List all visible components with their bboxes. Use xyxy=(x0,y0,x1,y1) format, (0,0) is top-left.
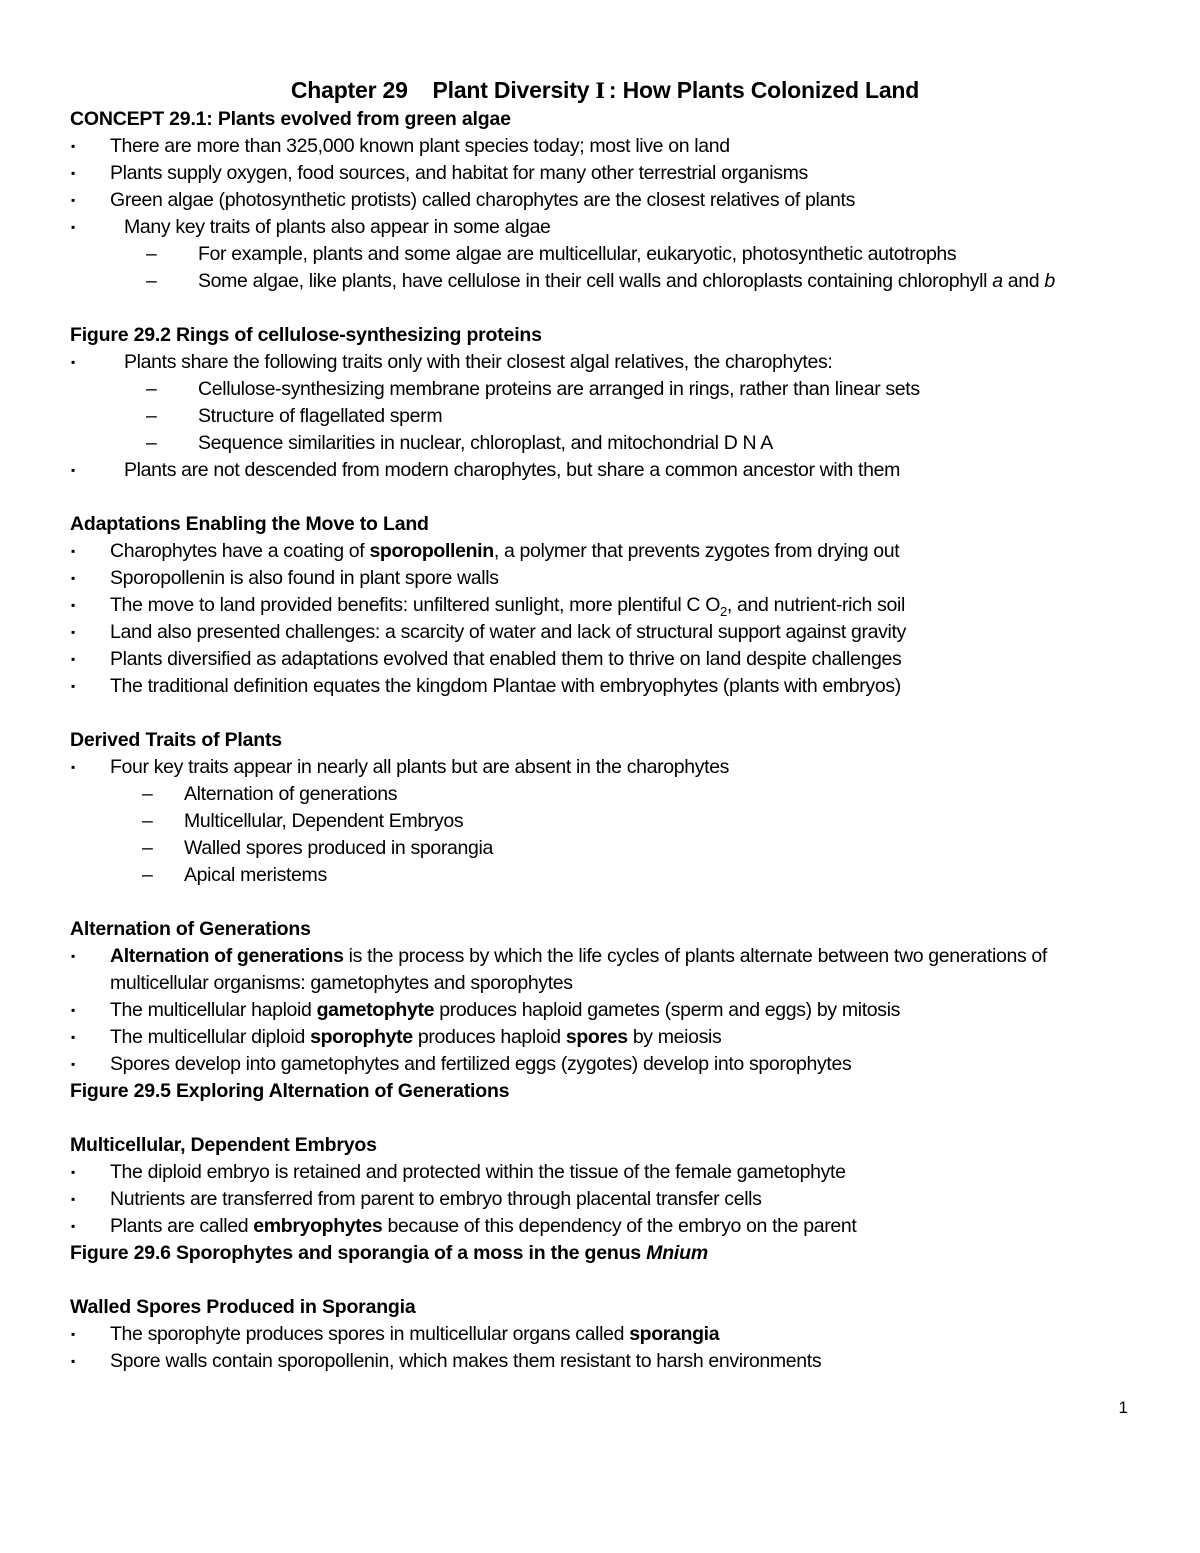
list-item: ▪ Land also presented challenges: a scarcity of water and lack of structural support against gravity xyxy=(70,619,1130,646)
list-item: ▪ Alternation of generations is the process by which the life cycles of plants alternate between two generations of xyxy=(70,943,1130,970)
title-roman-numeral: Ⅰ xyxy=(595,78,605,103)
dash-bullet-icon: – xyxy=(146,432,157,454)
title-suffix: : How Plants Colonized Land xyxy=(608,77,920,103)
walled-spores-heading: Walled Spores Produced in Sporangia xyxy=(70,1296,416,1318)
list-item: ▪ Sporopollenin is also found in plant spore walls xyxy=(70,565,1130,592)
square-bullet-icon: ▪ xyxy=(71,1192,75,1206)
adaptations-heading: Adaptations Enabling the Move to Land xyxy=(70,513,429,535)
list-item: ▪ Nutrients are transferred from parent to embryo through placental transfer cells xyxy=(70,1186,1130,1213)
dash-bullet-icon: – xyxy=(146,270,157,292)
figure-29-2-heading: Figure 29.2 Rings of cellulose-synthesizing proteins xyxy=(70,324,542,346)
dash-bullet-icon: – xyxy=(142,783,153,805)
list-item: ▪ There are more than 325,000 known plant species today; most live on land xyxy=(70,133,1130,160)
title-middle: Plant Diversity xyxy=(432,77,590,103)
square-bullet-icon: ▪ xyxy=(71,1165,75,1179)
list-item: ▪ Plants diversified as adaptations evolved that enabled them to thrive on land despite challenges xyxy=(70,646,1130,673)
dash-bullet-icon: – xyxy=(142,837,153,859)
square-bullet-icon: ▪ xyxy=(71,544,75,558)
square-bullet-icon: ▪ xyxy=(71,193,75,207)
square-bullet-icon: ▪ xyxy=(71,1219,75,1233)
square-bullet-icon: ▪ xyxy=(71,652,75,666)
list-item: ▪ Spore walls contain sporopollenin, which makes them resistant to harsh environments xyxy=(70,1348,1130,1375)
list-item-continuation: multicellular organisms: gametophytes and sporophytes xyxy=(110,972,573,994)
embryos-heading: Multicellular, Dependent Embryos xyxy=(70,1134,377,1156)
sub-list-item: – Multicellular, Dependent Embryos xyxy=(70,808,1130,835)
list-item: ▪ Plants share the following traits only with their closest algal relatives, the charophytes: xyxy=(70,349,1130,376)
title-prefix: Chapter 29 xyxy=(290,77,408,103)
square-bullet-icon: ▪ xyxy=(71,1003,75,1017)
square-bullet-icon: ▪ xyxy=(71,760,75,774)
list-item: ▪ Many key traits of plants also appear in some algae xyxy=(70,214,1130,241)
square-bullet-icon: ▪ xyxy=(71,463,75,477)
square-bullet-icon: ▪ xyxy=(71,598,75,612)
page-number: 1 xyxy=(1118,1398,1128,1417)
list-item: ▪ The diploid embryo is retained and protected within the tissue of the female gametophyte xyxy=(70,1159,1130,1186)
list-item: ▪ Four key traits appear in nearly all plants but are absent in the charophytes xyxy=(70,754,1130,781)
square-bullet-icon: ▪ xyxy=(71,1030,75,1044)
dash-bullet-icon: – xyxy=(142,864,153,886)
alternation-heading: Alternation of Generations xyxy=(70,918,311,940)
square-bullet-icon: ▪ xyxy=(71,625,75,639)
list-item: ▪ The multicellular haploid gametophyte produces haploid gametes (sperm and eggs) by mitosis xyxy=(70,997,1130,1024)
list-item: ▪ Green algae (photosynthetic protists) called charophytes are the closest relatives of plants xyxy=(70,187,1130,214)
sub-list-item: – Sequence similarities in nuclear, chloroplast, and mitochondrial D N A xyxy=(70,430,1130,457)
square-bullet-icon: ▪ xyxy=(71,1327,75,1341)
sub-list-item: – Cellulose-synthesizing membrane proteins are arranged in rings, rather than linear sets xyxy=(70,376,1130,403)
list-item: ▪ Spores develop into gametophytes and fertilized eggs (zygotes) develop into sporophytes xyxy=(70,1051,1130,1078)
list-item: ▪ Plants are not descended from modern charophytes, but share a common ancestor with them xyxy=(70,457,1130,484)
figure-29-6-caption: Figure 29.6 Sporophytes and sporangia of a moss in the genus Mnium xyxy=(70,1242,708,1264)
square-bullet-icon: ▪ xyxy=(71,220,75,234)
square-bullet-icon: ▪ xyxy=(71,1057,75,1071)
chapter-title xyxy=(70,74,1130,106)
square-bullet-icon: ▪ xyxy=(71,1354,75,1368)
dash-bullet-icon: – xyxy=(146,243,157,265)
sub-list-item: – Alternation of generations xyxy=(70,781,1130,808)
square-bullet-icon: ▪ xyxy=(71,949,75,963)
document-page xyxy=(70,74,1130,1375)
list-item: ▪ Plants are called embryophytes because of this dependency of the embryo on the parent xyxy=(70,1213,1130,1240)
square-bullet-icon: ▪ xyxy=(71,355,75,369)
sub-list-item: – Apical meristems xyxy=(70,862,1130,889)
list-item: ▪ The sporophyte produces spores in multicellular organs called sporangia xyxy=(70,1321,1130,1348)
list-item: ▪ The multicellular diploid sporophyte produces haploid spores by meiosis xyxy=(70,1024,1130,1051)
sub-list-item: – For example, plants and some algae are multicellular, eukaryotic, photosynthetic autotrophs xyxy=(70,241,1130,268)
list-item: ▪ Charophytes have a coating of sporopollenin, a polymer that prevents zygotes from drying out xyxy=(70,538,1130,565)
list-item: ▪ The traditional definition equates the kingdom Plantae with embryophytes (plants with embryos) xyxy=(70,673,1130,700)
dash-bullet-icon: – xyxy=(142,810,153,832)
list-item: ▪ The move to land provided benefits: unfiltered sunlight, more plentiful C $O_2$, and nutrient-rich soil xyxy=(71,594,905,619)
derived-traits-heading: Derived Traits of Plants xyxy=(70,729,282,751)
sub-list-item: – Structure of flagellated sperm xyxy=(70,403,1130,430)
square-bullet-icon: ▪ xyxy=(71,166,75,180)
dash-bullet-icon: – xyxy=(146,378,157,400)
sub-list-item: – Some algae, like plants, have cellulose in their cell walls and chloroplasts containing chlorophyll a and b xyxy=(70,268,1130,295)
concept-29-1-heading: CONCEPT 29.1: Plants evolved from green algae xyxy=(70,108,511,130)
square-bullet-icon: ▪ xyxy=(71,679,75,693)
list-item: ▪ Plants supply oxygen, food sources, and habitat for many other terrestrial organisms xyxy=(70,160,1130,187)
sub-list-item: – Walled spores produced in sporangia xyxy=(70,835,1130,862)
figure-29-5-caption: Figure 29.5 Exploring Alternation of Generations xyxy=(70,1080,510,1102)
square-bullet-icon: ▪ xyxy=(71,571,75,585)
square-bullet-icon: ▪ xyxy=(71,139,75,153)
dash-bullet-icon: – xyxy=(146,405,157,427)
